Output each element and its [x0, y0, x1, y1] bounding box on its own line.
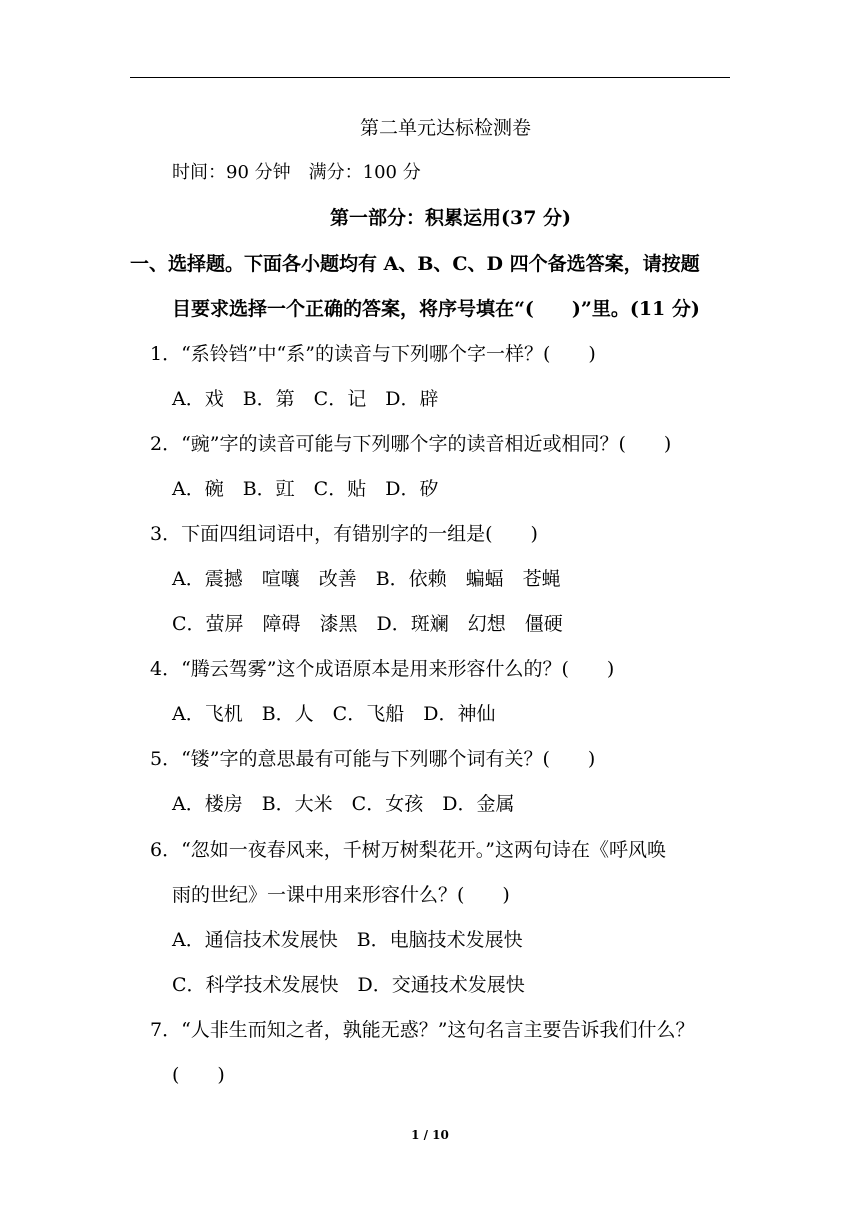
exam-meta: 时间：90 分钟 满分：100 分: [172, 162, 421, 183]
question-2-stem: 2．“豌”字的读音可能与下列哪个字的读音相近或相同？( ): [150, 433, 672, 455]
header-rule: [130, 77, 730, 78]
question-3-stem: 3．下面四组词语中，有错别字的一组是( ): [150, 523, 538, 545]
question-1-options: A．戏 B．第 C．记 D．辟: [172, 388, 439, 410]
question-5-stem: 5．“镂”字的意思最有可能与下列哪个词有关？( ): [150, 748, 596, 770]
question-7-stem: 7．“人非生而知之者，孰能无惑？”这句名言主要告诉我们什么？: [150, 1019, 695, 1041]
question-2-options: A．碗 B．豇 C．贴 D．矽: [172, 478, 439, 500]
page-title: 第二单元达标检测卷: [360, 117, 532, 139]
question-6-stem: 6．“忽如一夜春风来，千树万树梨花开。”这两句诗在《呼风唤: [150, 839, 667, 861]
question-3-options-1: A．震撼 喧嚷 改善 B．依赖 蝙蝠 苍蝇: [172, 568, 561, 590]
question-4-options: A．飞机 B．人 C．飞船 D．神仙: [172, 703, 496, 725]
section-heading-line1: 一、选择题。下面各小题均有 A、B、C、D 四个备选答案，请按题: [130, 253, 700, 275]
question-3-options-2: C．萤屏 障碍 漆黑 D．斑斓 幻想 僵硬: [172, 613, 563, 635]
section-heading-line2: 目要求选择一个正确的答案，将序号填在“( )”里。(11 分): [172, 298, 700, 320]
question-6-stem-cont: 雨的世纪》一课中用来形容什么？( ): [172, 884, 510, 906]
question-6-options-2: C．科学技术发展快 D．交通技术发展快: [172, 974, 525, 996]
page-number: 1 / 10: [411, 1128, 449, 1142]
question-6-options-1: A．通信技术发展快 B．电脑技术发展快: [172, 929, 523, 951]
question-4-stem: 4．“腾云驾雾”这个成语原本是用来形容什么的？( ): [150, 658, 615, 680]
question-1-stem: 1．“系铃铛”中“系”的读音与下列哪个字一样？( ): [150, 343, 596, 365]
part-heading: 第一部分：积累运用(37 分): [330, 207, 572, 229]
question-5-options: A．楼房 B．大米 C．女孩 D．金属: [172, 793, 515, 815]
question-7-stem-cont: ( ): [172, 1064, 225, 1086]
